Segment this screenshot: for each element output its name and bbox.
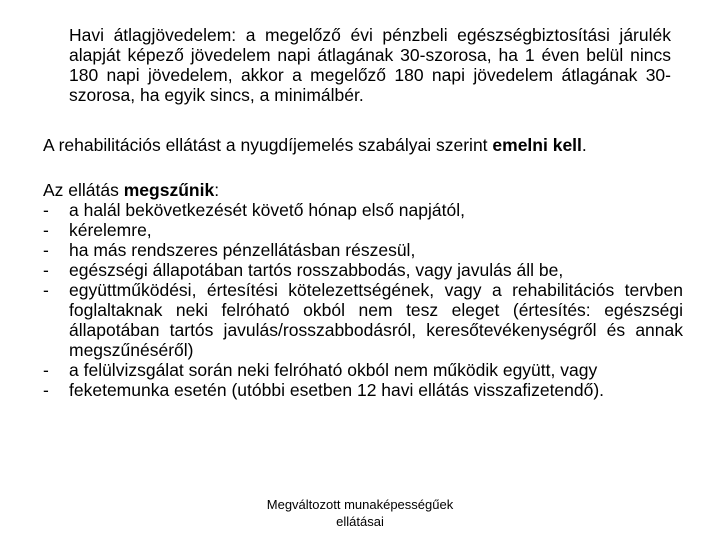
termination-heading [43,180,683,200]
list-item-text: ha más rendszeres pénzellátásban részesül, [69,240,416,260]
raise-sentence-prefix: A rehabilitációs ellátást a nyugdíjemelés szabályai szerint [43,135,493,155]
raise-sentence-emphasis: emelni kell [492,135,582,155]
raise-sentence [43,135,587,155]
list-item [43,200,683,220]
footer-line-1: Megváltozott munaképességűek [266,497,454,512]
list-item-text: együttműködési, értesítési kötelezettségének, vagy a rehabilitációs tervben foglaltaknak neki felróható okból nem tesz eleget (értesítés: egészségi állapotában tartós javulás/rosszabbodásról, keresőtevékenységről és annak megszűnéséről) [69,280,683,360]
list-item [43,280,683,360]
termination-heading-emphasis: megszűnik [123,180,215,200]
termination-heading-suffix: : [214,180,220,200]
list-item-text: kérelemre, [69,220,152,240]
list-item-text: a halál bekövetkezését követő hónap első napjától, [69,200,465,220]
termination-section [43,180,683,400]
termination-heading-prefix: Az ellátás [43,180,124,200]
list-item [43,220,683,240]
list-item [43,240,683,260]
list-bullet: - [43,200,49,220]
list-bullet: - [43,360,49,380]
list-item-text: egészségi állapotában tartós rosszabbodás, vagy javulás áll be, [69,260,564,280]
list-item [43,260,683,280]
list-item-text: a felülvizsgálat során neki felróható okból nem működik együtt, vagy [69,360,598,380]
list-item [43,360,683,380]
list-item-text: feketemunka esetén (utóbbi esetben 12 havi ellátás visszafizetendő). [69,380,605,400]
list-bullet: - [43,380,49,400]
list-bullet: - [43,240,49,260]
footer-line-2: ellátásai [336,514,384,529]
list-bullet: - [43,220,49,240]
list-bullet: - [43,260,49,280]
termination-list [43,200,683,400]
slide-footer [240,496,480,530]
list-item [43,380,683,400]
list-bullet: - [43,280,49,300]
intro-paragraph: Havi átlagjövedelem: a megelőző évi pénzbeli egészségbiztosítási járulék alapját képező jövedelem napi átlagának 30-szorosa, ha 1 éven belül nincs 180 napi jövedelem, akkor a megelőző 180 napi jövedelem átlagának 30-szorosa, ha egyik sincs, a minimálbér. [69,25,671,105]
raise-sentence-suffix: . [581,135,587,155]
